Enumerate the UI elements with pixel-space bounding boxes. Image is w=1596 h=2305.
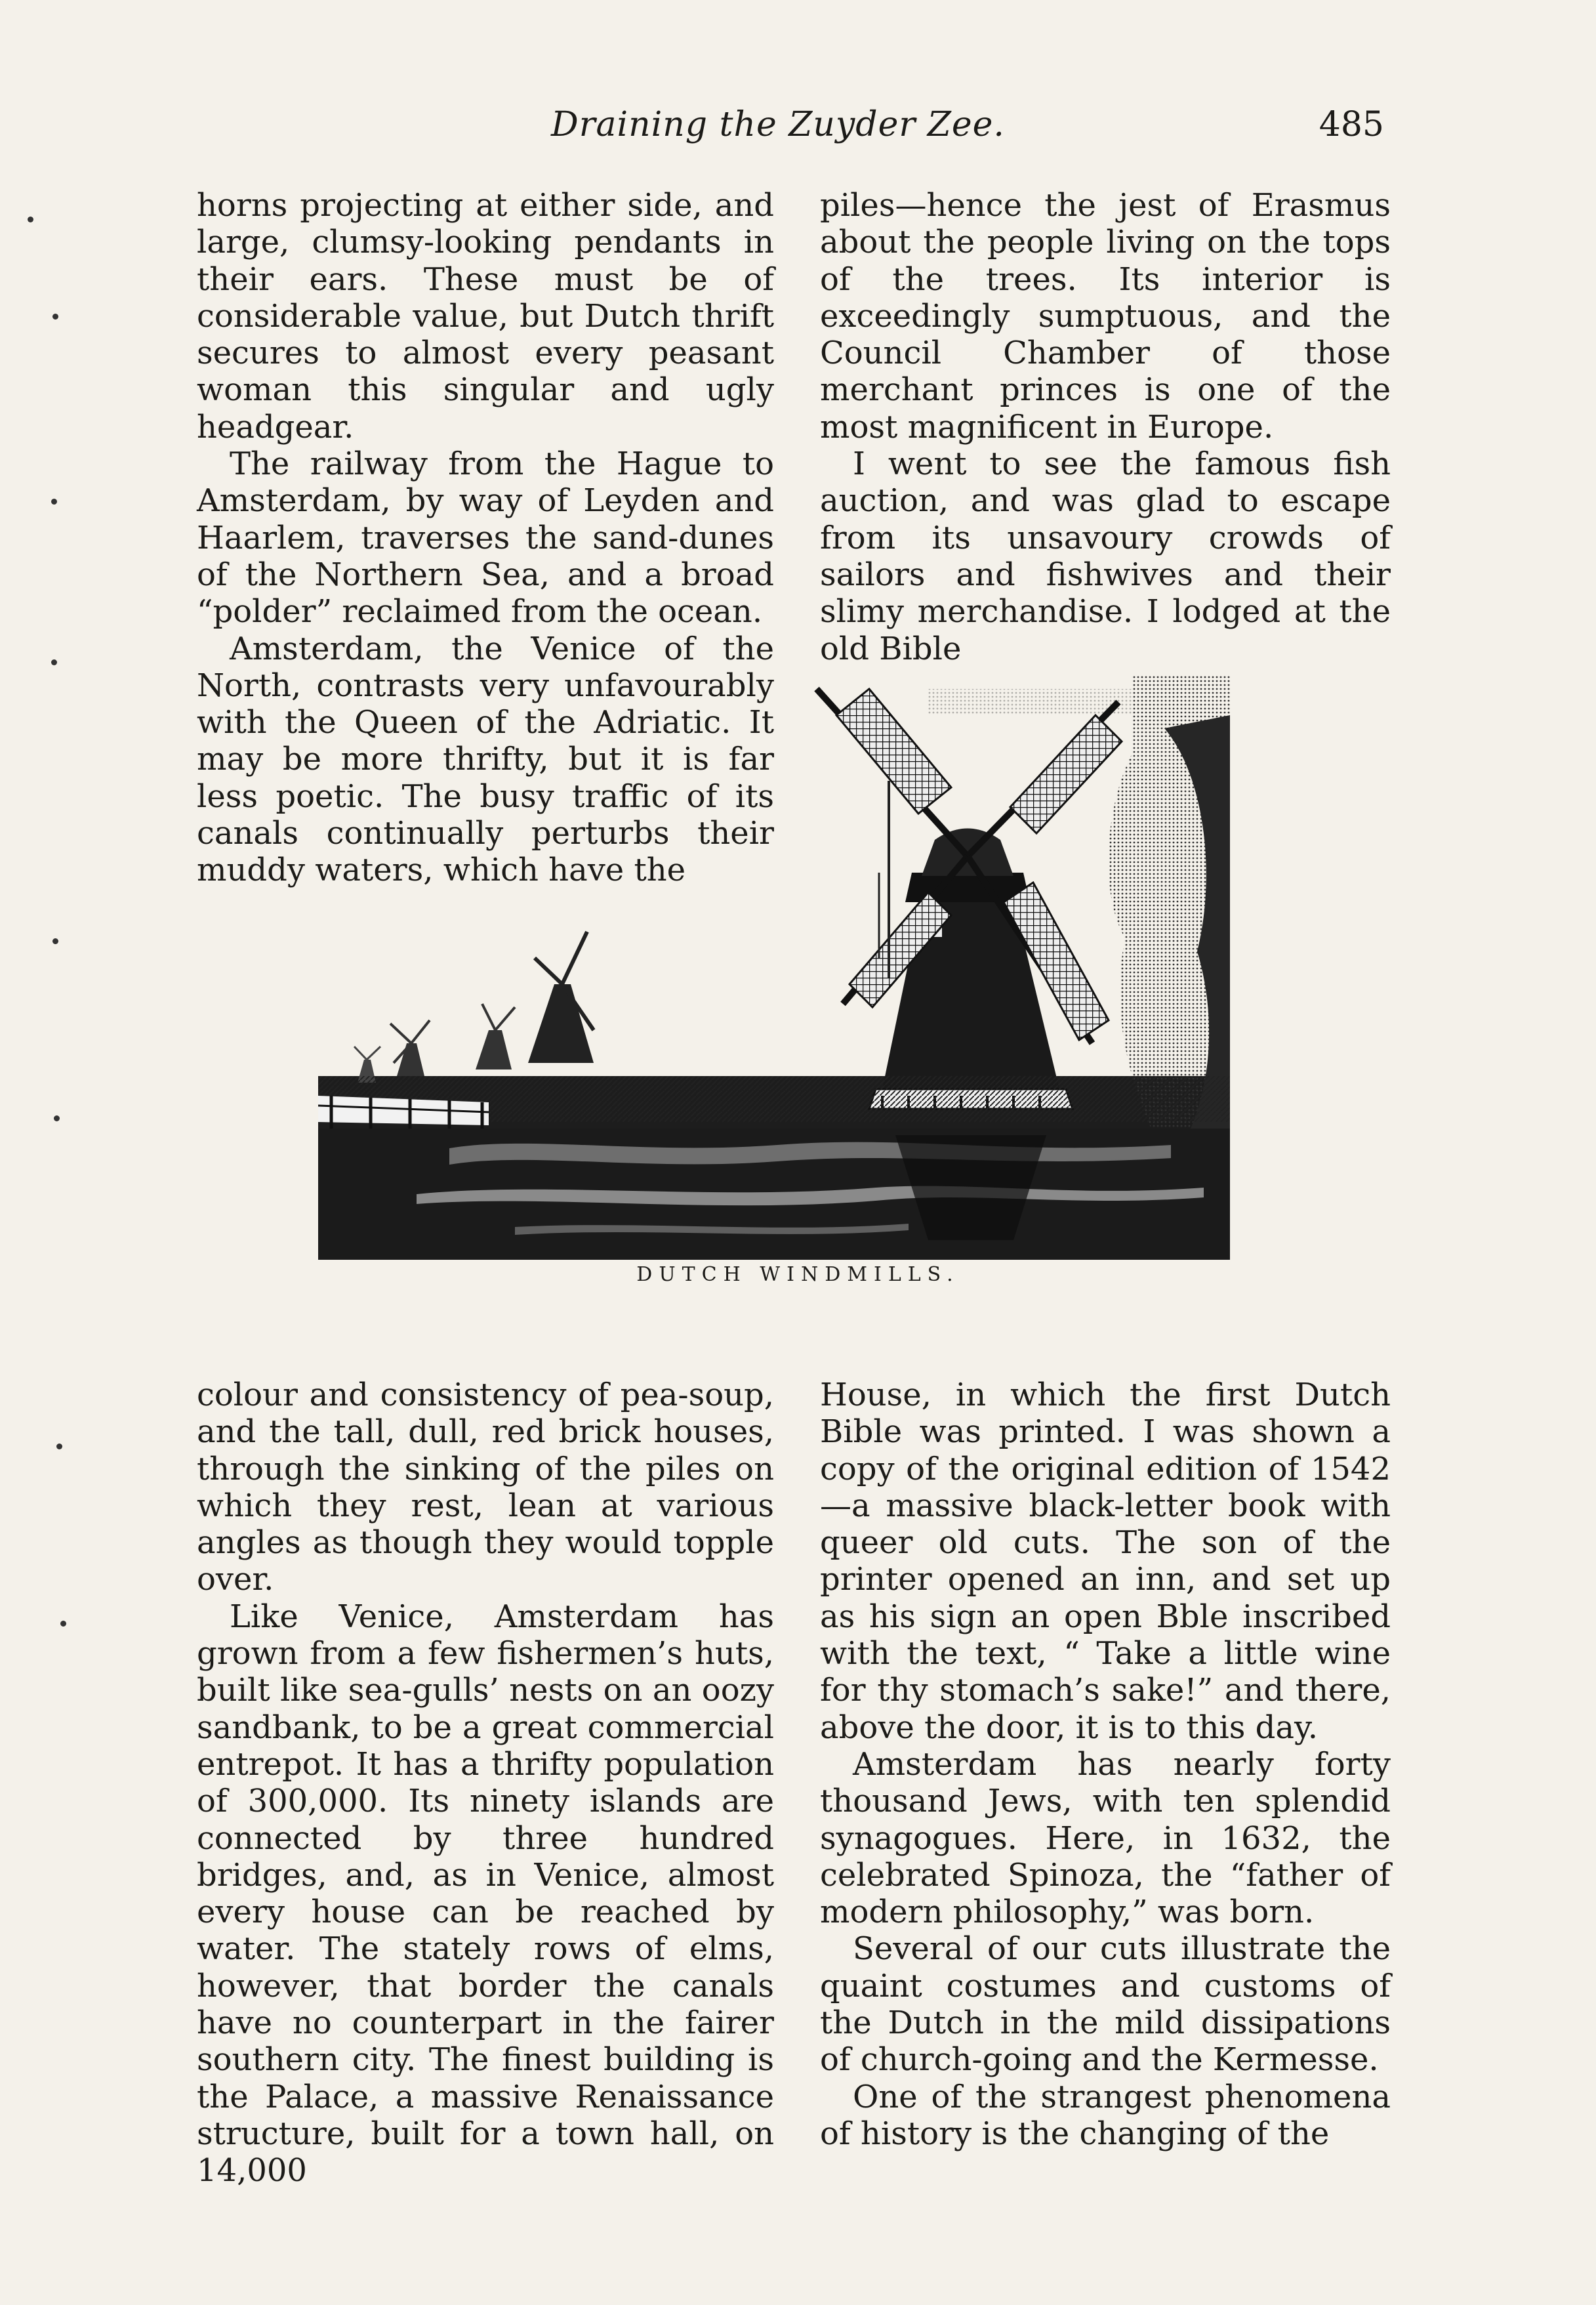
column-top-right — [820, 187, 1391, 667]
paragraph: horns projecting at either side, and large, clumsy-looking pendants in their ears. These must be of considerable value, but Dutch thrift secures to almost every peasant woman this singular and ugly headgear. — [197, 187, 774, 446]
paragraph: The railway from the Hague to Amsterdam, by way of Leyden and Haarlem, traverses the sand-dunes of the Northern Sea, and a broad “polder” reclaimed from the ocean. — [197, 446, 774, 631]
paragraph: Amsterdam has nearly forty thousand Jews, with ten splendid synagogues. Here, in 1632, the celebrated Spinoza, the “father of modern philosophy,” was born. — [820, 1745, 1391, 1931]
paragraph: piles—hence the jest of Erasmus about the people living on the tops of the trees. Its interior is exceedingly sumptuous, and the Council Chamber of those merchant princes is one of the most magnificent in Europe. — [820, 187, 1391, 446]
column-bottom-left — [197, 1377, 774, 2190]
paragraph: I went to see the famous fish auction, and was glad to escape from its unsavoury crowds of sailors and fishwives and their slimy merchandise. I lodged at the old Bible — [820, 446, 1391, 667]
scan-mark — [28, 217, 33, 222]
page-number: 485 — [1319, 105, 1384, 144]
margin-scan-marks — [0, 0, 79, 2305]
scan-mark — [60, 1621, 66, 1627]
windmills-illustration — [318, 676, 1230, 1260]
column-bottom-right — [820, 1377, 1391, 2152]
scan-mark — [52, 938, 58, 944]
scan-mark — [52, 314, 58, 320]
scan-mark — [51, 659, 57, 665]
running-title: Draining the Zuyder Zee. — [551, 105, 1005, 144]
paragraph: Like Venice, Amsterdam has grown from a few fishermen’s huts, built like sea-gulls’ nests on an oozy sandbank, to be a great commercial entrepot. It has a thrifty population of 300,000. Its ninety islands are connected by three hundred bridges, and, as in Venice, almost every house can be reached by water. The stately rows of elms, however, that border the canals have no counterpart in the fairer southern city. The finest building is the Palace, a massive Renaissance structure, built for a town hall, on 14,000 — [197, 1598, 774, 2190]
windmills-engraving — [318, 676, 1230, 1260]
paragraph: One of the strangest phenomena of history is the changing of the — [820, 2078, 1391, 2152]
scan-mark — [54, 1115, 60, 1121]
paragraph: colour and consistency of pea-soup, and the tall, dull, red brick houses, through the sinking of the piles on which they rest, lean at various angles as though they would topple over. — [197, 1377, 774, 1598]
paragraph: Several of our cuts illustrate the quaint costumes and customs of the Dutch in the mild dissipations of church-going and the Kermesse. — [820, 1930, 1391, 2079]
paragraph: Amsterdam, the Venice of the North, contrasts very unfavourably with the Queen of the Adriatic. It may be more thrifty, but it is far less poetic. The busy traffic of its canals continually perturbs their muddy waters, which have the — [197, 630, 774, 889]
scan-mark — [51, 499, 57, 505]
figure-caption: DUTCH WINDMILLS. — [636, 1263, 960, 1286]
scan-mark — [56, 1443, 62, 1449]
paragraph: House, in which the first Dutch Bible was printed. I was shown a copy of the original edition of 1542 —a massive black-letter book with queer old cuts. The son of the printer opened an inn, and set up as his sign an open Bble inscribed with the text, “ Take a little wine for thy stomach’s sake!” and there, above the door, it is to this day. — [820, 1377, 1391, 1746]
page-header — [197, 105, 1391, 157]
